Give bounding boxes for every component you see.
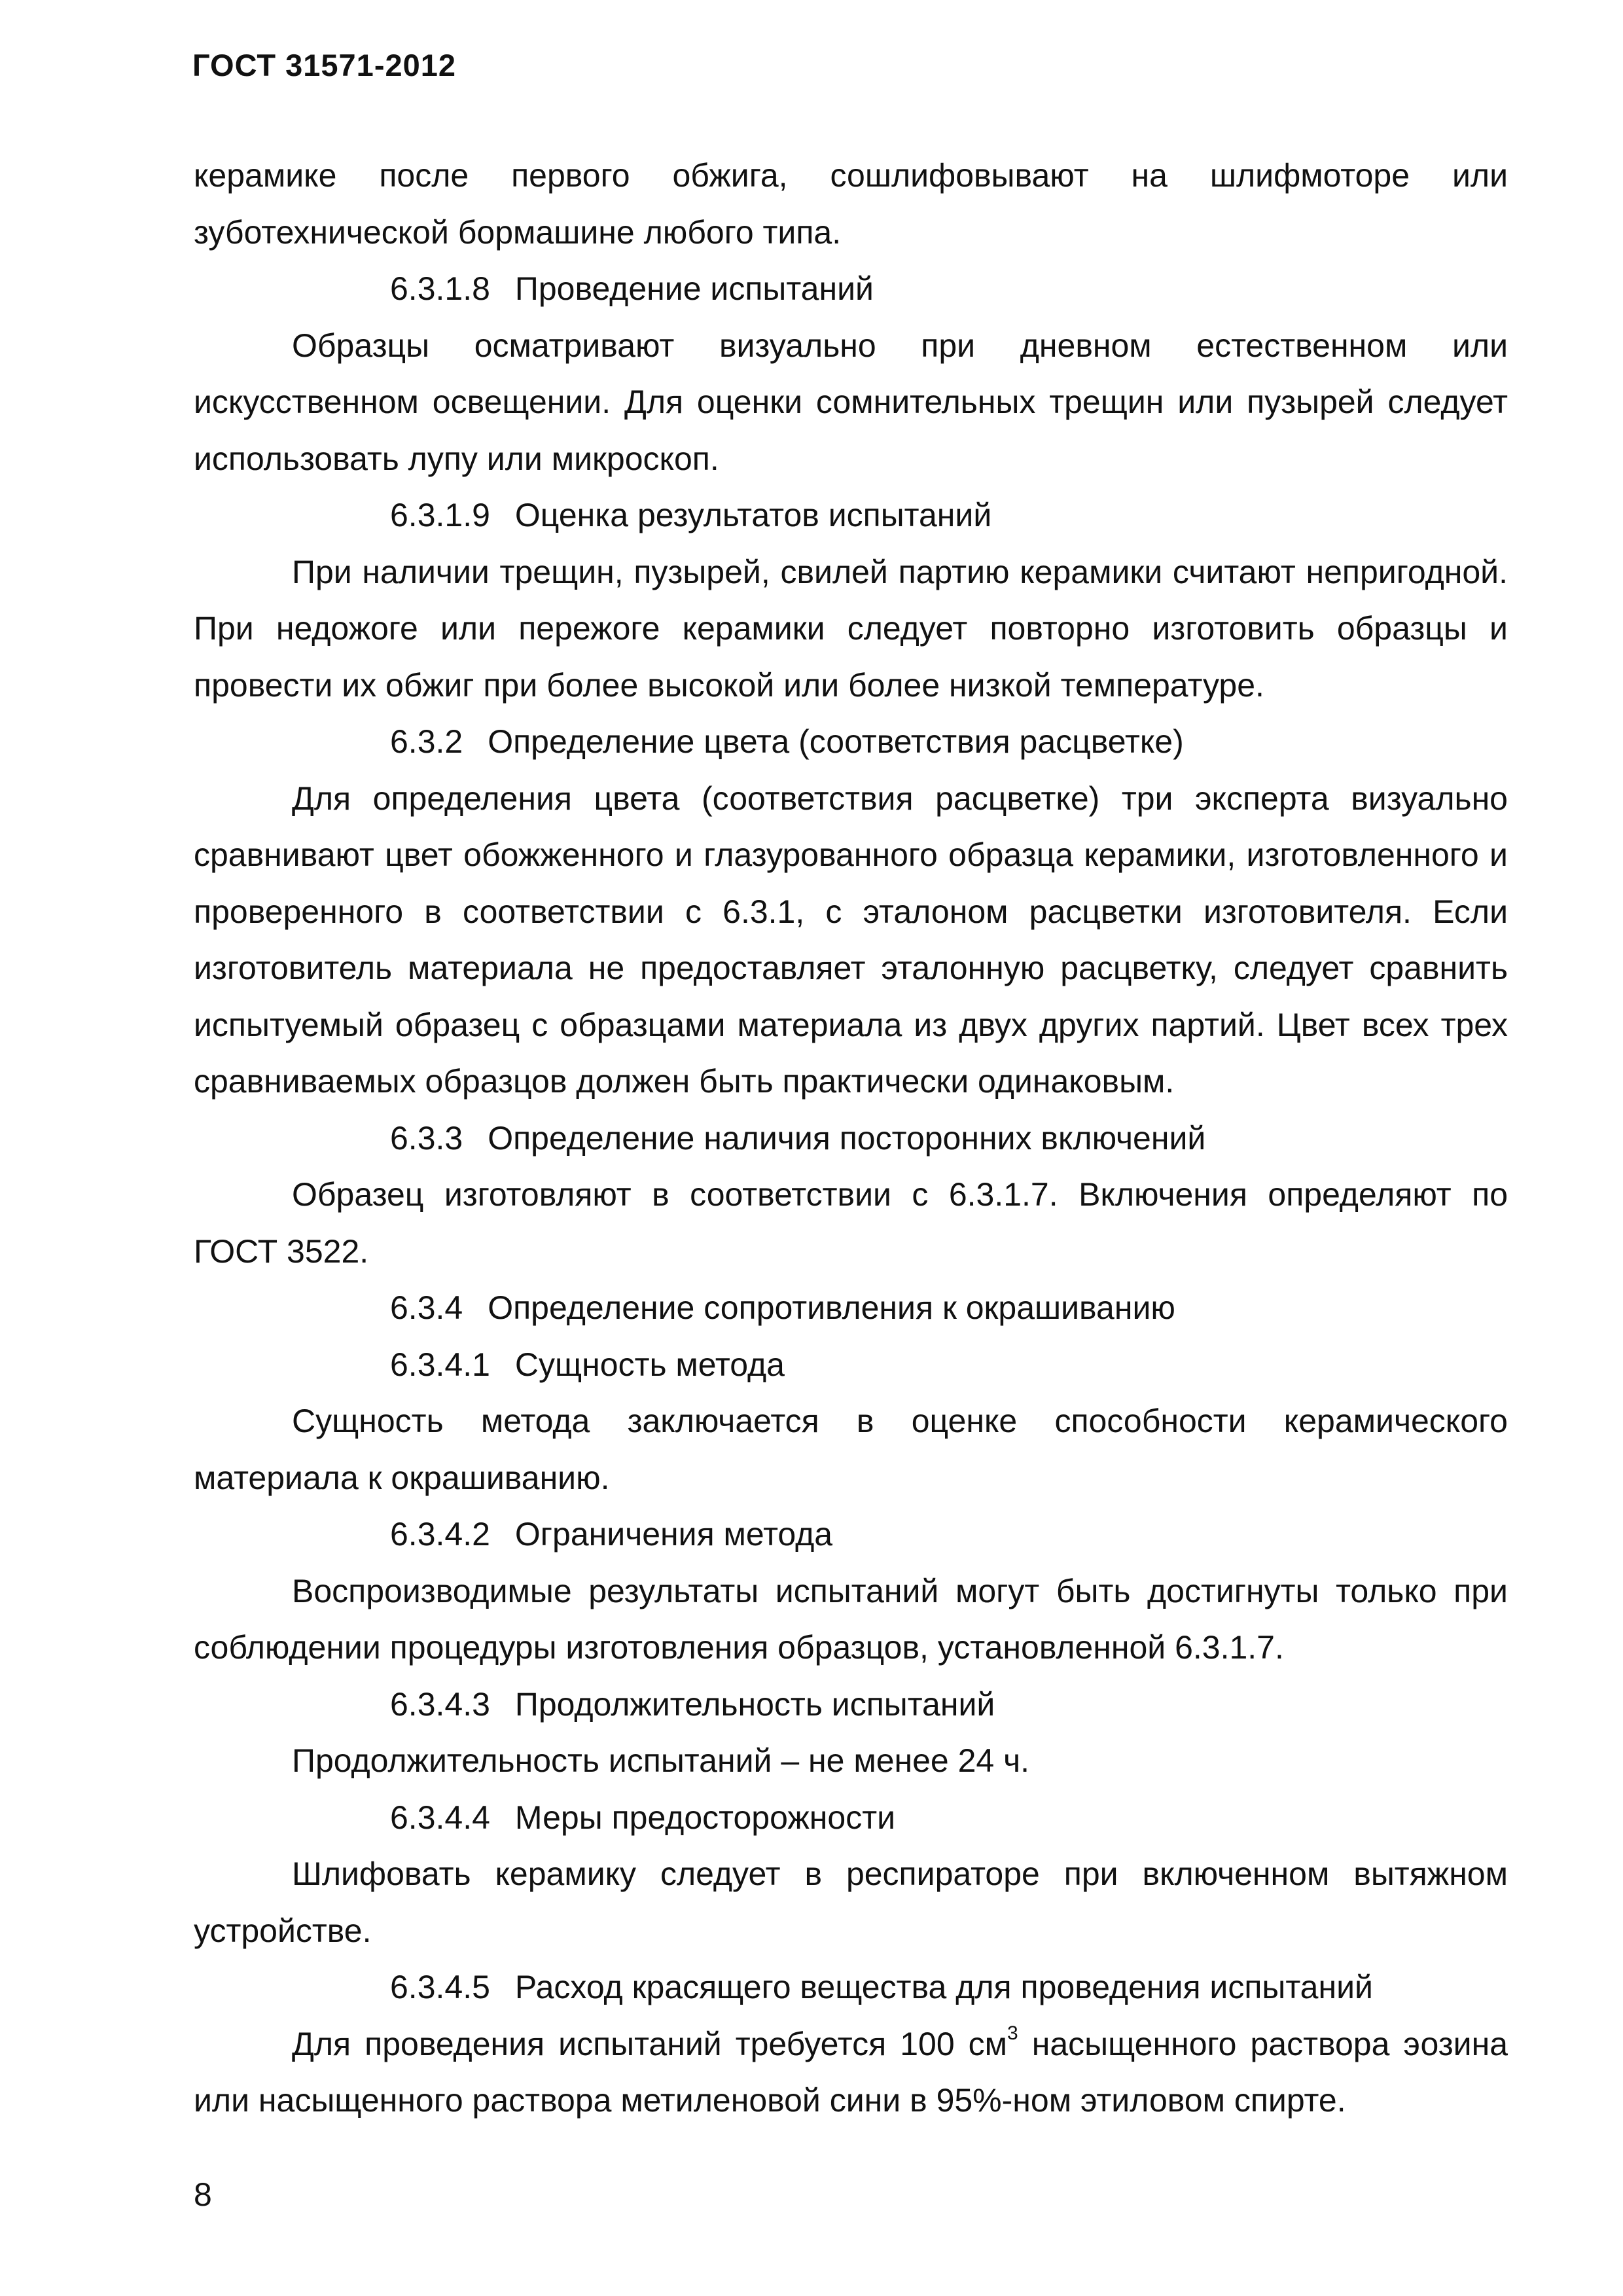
section-title: Продолжительность испытаний [514,1685,995,1723]
paragraph: Для определения цвета (соответствия расцветке) три эксперта визуально сравнивают цвет обожженного и глазурованного образца керамики, изготовленного и проверенного в соответствии с 6.3.1, с эталоном расцветки изготовителя. Если изготовитель материала не предоставляет эталонную расцветку, следует сравнить испытуемый образец с образцами материала из двух других партий. Цвет всех трех сравниваемых образцов должен быть практически одинаковым. [194,780,1508,1100]
page-number: 8 [194,2176,212,2213]
paragraph: Шлифовать керамику следует в респираторе при включенном вытяжном устройстве. [194,1856,1508,1949]
paragraph-continuation: керамике после первого обжига, сошлифовывают на шлифмоторе или зуботехнической бормашине любого типа. [194,157,1508,251]
paragraph: Сущность метода заключается в оценке способности керамического материала к окрашиванию. [194,1403,1508,1496]
superscript: 3 [1007,2022,1018,2044]
section-heading [194,713,1508,770]
section-number: 6.3.4.3 [390,1685,490,1723]
paragraph: Воспроизводимые результаты испытаний могут быть достигнуты только при соблюдении процедуры изготовления образцов, установленной 6.3.1.7. [194,1572,1508,1666]
section-heading [194,1959,1508,2016]
section-heading [194,1280,1508,1336]
paragraph-with-superscript [194,2016,1508,2129]
section-title: Сущность метода [514,1346,785,1383]
section-number: 6.3.2 [390,723,463,760]
section-number: 6.3.4.5 [390,1969,490,2005]
document-header: ГОСТ 31571-2012 [192,48,457,82]
section-heading [194,1336,1508,1393]
section-number: 6.3.3 [390,1119,463,1157]
section-heading [194,487,1508,544]
section-number: 6.3.1.8 [390,270,490,307]
paragraph: Продолжительность испытаний – не менее 24 ч. [292,1742,1030,1779]
section-number: 6.3.4.4 [390,1799,490,1836]
paragraph: При наличии трещин, пузырей, свилей партию керамики считают непригодной. При недожоге или пережоге керамики следует повторно изготовить образцы и провести их обжиг при более высокой или более низкой температуре. [194,553,1508,704]
section-heading [194,1110,1508,1167]
section-title: Оценка результатов испытаний [514,497,992,533]
section-title: Расход красящего вещества для проведения испытаний [514,1969,1373,2005]
section-number: 6.3.4 [390,1289,463,1326]
section-heading [194,1789,1508,1846]
section-title: Определение сопротивления к окрашиванию [488,1289,1175,1326]
section-number: 6.3.4.2 [390,1516,490,1552]
paragraph: Образцы осматривают визуально при дневном естественном или искусственном освещении. Для оценки сомнительных трещин или пузырей следует использовать лупу или микроскоп. [194,327,1508,477]
section-title: Проведение испытаний [514,270,874,307]
section-title: Ограничения метода [514,1516,833,1552]
section-title: Определение наличия посторонних включений [488,1119,1206,1157]
section-heading [194,1506,1508,1563]
section-title: Меры предосторожности [514,1799,896,1836]
section-number: 6.3.1.9 [390,497,490,533]
text-before-superscript: Для проведения испытаний требуется 100 см [292,2025,1008,2062]
section-heading [194,1676,1508,1733]
section-heading [194,260,1508,317]
text-after-superscript: насыщенного раствора эозина или насыщенного раствора метиленовой сини в 95%-ном этиловом спирте. [194,2025,1508,2119]
section-title: Определение цвета (соответствия расцветке) [488,723,1184,760]
section-number: 6.3.4.1 [390,1346,490,1383]
document-body [194,147,1508,2129]
paragraph: Образец изготовляют в соответствии с 6.3.1.7. Включения определяют по ГОСТ 3522. [194,1176,1508,1270]
